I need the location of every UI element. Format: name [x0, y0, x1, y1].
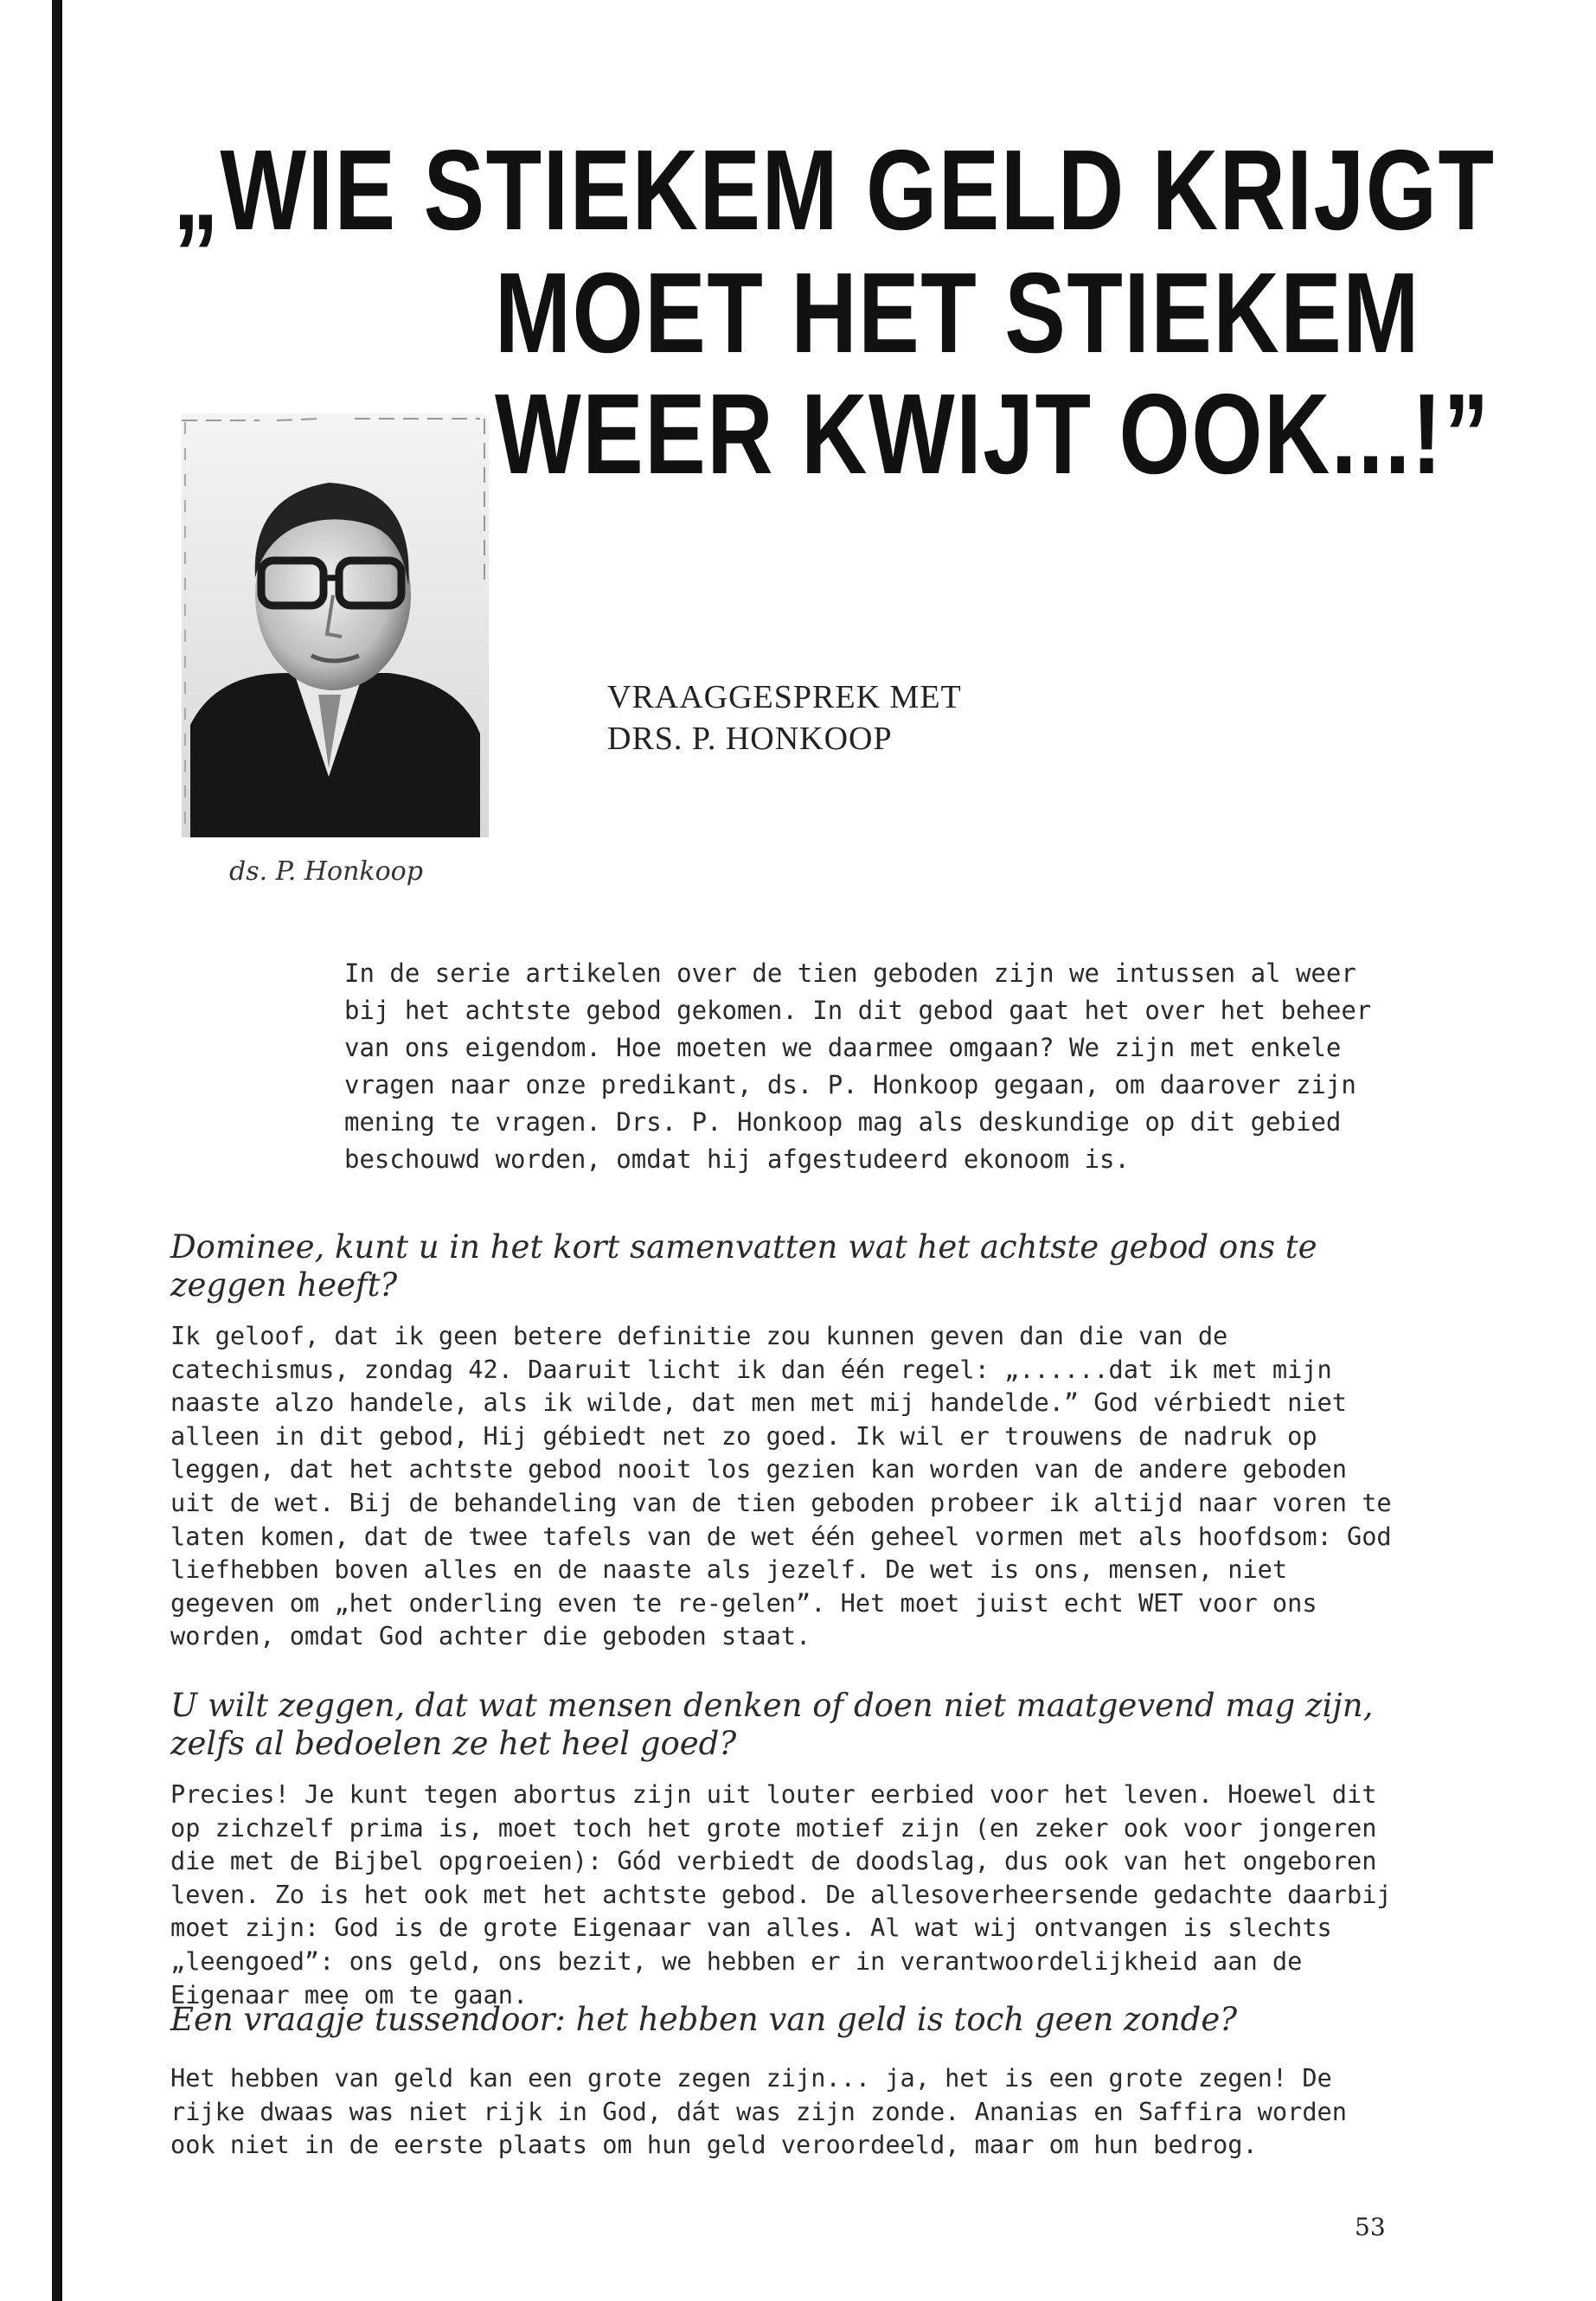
answer-1: Ik geloof, dat ik geen betere definitie zou kunnen geven dan die van de catechismus, zondag 42. Daaruit licht ik dan één regel: „......dat ik met mijn naaste alzo handele, als ik wilde, dat men met mij handelde.” God vérbiedt niet alleen in dit gebod, Hij gébiedt net zo goed. Ik wil er trouwens de nadruk op leggen, dat het achtste gebod nooit los gezien kan worden van de andere geboden uit de wet. Bij de behandeling van de tien geboden probeer ik altijd naar voren te laten komen, dat de twee tafels van de wet één geheel vormen met als hoofdsom: God liefhebben boven alles en de naaste als jezelf. De wet is ons, mensen, niet gegeven om „het onderling even te re-gelen”. Het moet juist echt WET voor ons worden, omdat God achter die geboden staat.	[170, 1321, 1392, 1651]
byline-line-2: DRS. P. HONKOOP	[607, 721, 893, 757]
question-3: Een vraagje tussendoor: het hebben van geld is toch geen zonde?	[170, 2001, 1238, 2038]
headline-line-3: WEER KWIJT OOK...!”	[495, 370, 1490, 497]
headline-line-1: „WIE STIEKEM GELD KRIJGT	[173, 126, 1496, 253]
headline-line-2: MOET HET STIEKEM	[495, 249, 1420, 376]
photo-caption: ds. P. Honkoop	[229, 856, 423, 887]
portrait-photo	[182, 413, 489, 837]
question-2: U wilt zeggen, dat wat mensen denken of doen niet maatgevend mag zijn, zelfs al bedoelen ze het heel goed?	[170, 1687, 1374, 1762]
question-1: Dominee, kunt u in het kort samenvatten wat het achtste gebod ons te zeggen heeft?	[170, 1228, 1317, 1304]
portrait-illustration	[182, 413, 489, 837]
intro-paragraph: In de serie artikelen over de tien geboden zijn we intussen al weer bij het achtste gebod gekomen. In dit gebod gaat het over het beheer van ons eigendom. Hoe moeten we daarmee omgaan? We zijn met enkele vragen naar onze predikant, ds. P. Honkoop gegaan, om daarover zijn mening te vragen. Drs. P. Honkoop mag als deskundige op dit gebied beschouwd worden, omdat hij afgestudeerd ekonoom is.	[344, 958, 1372, 1174]
byline	[607, 676, 962, 760]
answer-2: Precies! Je kunt tegen abortus zijn uit louter eerbied voor het leven. Hoewel dit op zichzelf prima is, moet toch het grote motief zijn (en zeker ook voor jongeren die met de Bijbel opgroeien): Gód verbiedt de doodslag, dus ook van het ongeboren leven. Zo is het ook met het achtste gebod. De allesoverheersende gedachte daarbij moet zijn: God is de grote Eigenaar van alles. Al wat wij ontvangen is slechts „leengoed”: ons geld, ons bezit, we hebben er in verantwoordelijkheid aan de Eigenaar mee om te gaan.	[170, 1779, 1392, 2009]
page-number: 53	[1355, 2213, 1386, 2241]
byline-line-1: VRAAGGESPREK MET	[607, 679, 962, 715]
page-binding-edge	[52, 0, 62, 2301]
answer-3: Het hebben van geld kan een grote zegen zijn... ja, het is een grote zegen! De rijke dwaas was niet rijk in God, dát was zijn zonde. Ananias en Saffira worden ook niet in de eerste plaats om hun geld veroordeeld, maar om hun bedrog.	[170, 2063, 1347, 2160]
